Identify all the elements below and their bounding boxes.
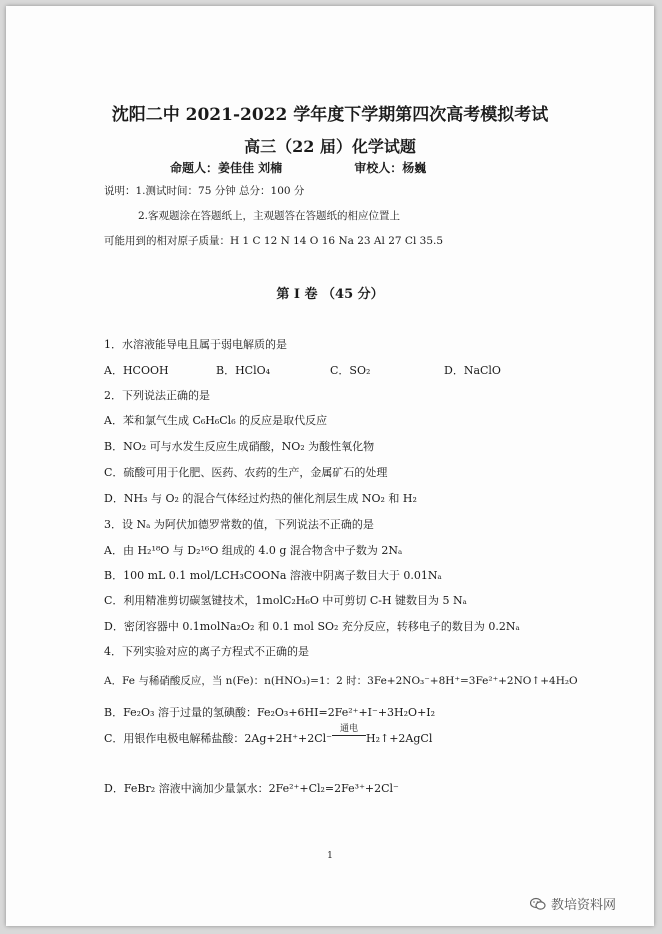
question-1-option-a: A．HCOOH <box>104 364 169 377</box>
wechat-icon <box>530 897 546 911</box>
question-4-option-c <box>104 724 433 748</box>
authors-line <box>170 159 426 176</box>
question-2-option-c: C．硫酸可用于化肥、医药、农药的生产，金属矿石的处理 <box>104 466 388 479</box>
question-4-option-c-reactants: C．用银作电极电解稀盐酸：2Ag+2H⁺+2Cl⁻ <box>104 732 332 745</box>
section-title: 第 I 卷 （45 分） <box>276 287 384 302</box>
question-4-option-d: D．FeBr₂ 溶液中滴加少量氯水：2Fe²⁺+Cl₂=2Fe³⁺+2Cl⁻ <box>104 782 399 795</box>
page-number: 1 <box>327 851 333 861</box>
question-3-option-a: A．由 H₂¹⁸O 与 D₂¹⁶O 组成的 4.0 g 混合物含中子数为 2Nₐ <box>104 544 403 557</box>
question-4-option-c-products: H₂↑+2AgCl <box>365 732 433 745</box>
question-3-option-d: D．密闭容器中 0.1molNa₂O₂ 和 0.1 mol SO₂ 充分反应，转移电子的数目为 0.2Nₐ <box>104 620 520 633</box>
question-4-option-a: A．Fe 与稀硝酸反应，当 n(Fe)：n(HNO₃)=1：2 时：3Fe+2NO₃⁻+8H⁺=3Fe²⁺+2NO↑+4H₂O <box>104 675 578 687</box>
question-3-option-b: B．100 mL 0.1 mol/LCH₃COONa 溶液中阴离子数目大于 0.01Nₐ <box>104 569 442 582</box>
exam-page <box>6 6 654 926</box>
question-4-stem: 4．下列实验对应的离子方程式不正确的是 <box>104 645 309 658</box>
question-3-stem: 3．设 Nₐ 为阿伏加德罗常数的值，下列说法不正确的是 <box>104 518 374 531</box>
instruction-line-2: 2.客观题涂在答题纸上，主观题答在答题纸的相应位置上 <box>138 210 401 222</box>
electrolysis-condition <box>332 724 366 742</box>
question-2-stem: 2．下列说法正确的是 <box>104 389 210 402</box>
question-2-option-a: A．苯和氯气生成 C₆H₆Cl₆ 的反应是取代反应 <box>104 414 328 427</box>
exam-title: 沈阳二中 2021-2022 学年度下学期第四次高考模拟考试 <box>111 105 549 125</box>
watermark-text: 教培资料网 <box>551 898 617 913</box>
authors-label: 命题人：姜佳佳 刘楠 <box>170 161 283 175</box>
question-1-stem: 1．水溶液能导电且属于弱电解质的是 <box>104 338 287 351</box>
electrolysis-condition-label: 通电 <box>332 724 366 736</box>
question-1-option-b: B．HClO₄ <box>216 364 271 377</box>
question-1-option-d: D．NaClO <box>444 364 501 377</box>
watermark <box>530 894 616 913</box>
question-3-option-c: C．利用精准剪切碳氢键技术，1molC₂H₆O 中可剪切 C-H 键数目为 5 Nₐ <box>104 594 467 607</box>
question-4-option-b: B．Fe₂O₃ 溶于过量的氢碘酸：Fe₂O₃+6HI=2Fe²⁺+I⁻+3H₂O+I₂ <box>104 706 436 719</box>
reviewer-label: 审校人：杨巍 <box>354 161 427 175</box>
question-1-option-c: C．SO₂ <box>330 364 371 377</box>
exam-subtitle: 高三（22 届）化学试题 <box>244 137 416 156</box>
question-2-option-b: B．NO₂ 可与水发生反应生成硝酸，NO₂ 为酸性氧化物 <box>104 440 375 453</box>
instruction-line-1: 说明：1.测试时间：75 分钟 总分：100 分 <box>104 185 305 197</box>
atomic-mass-line: 可能用到的相对原子质量：H 1 C 12 N 14 O 16 Na 23 Al 27 Cl 35.5 <box>104 235 444 247</box>
question-2-option-d: D．NH₃ 与 O₂ 的混合气体经过灼热的催化剂层生成 NO₂ 和 H₂ <box>104 492 417 505</box>
